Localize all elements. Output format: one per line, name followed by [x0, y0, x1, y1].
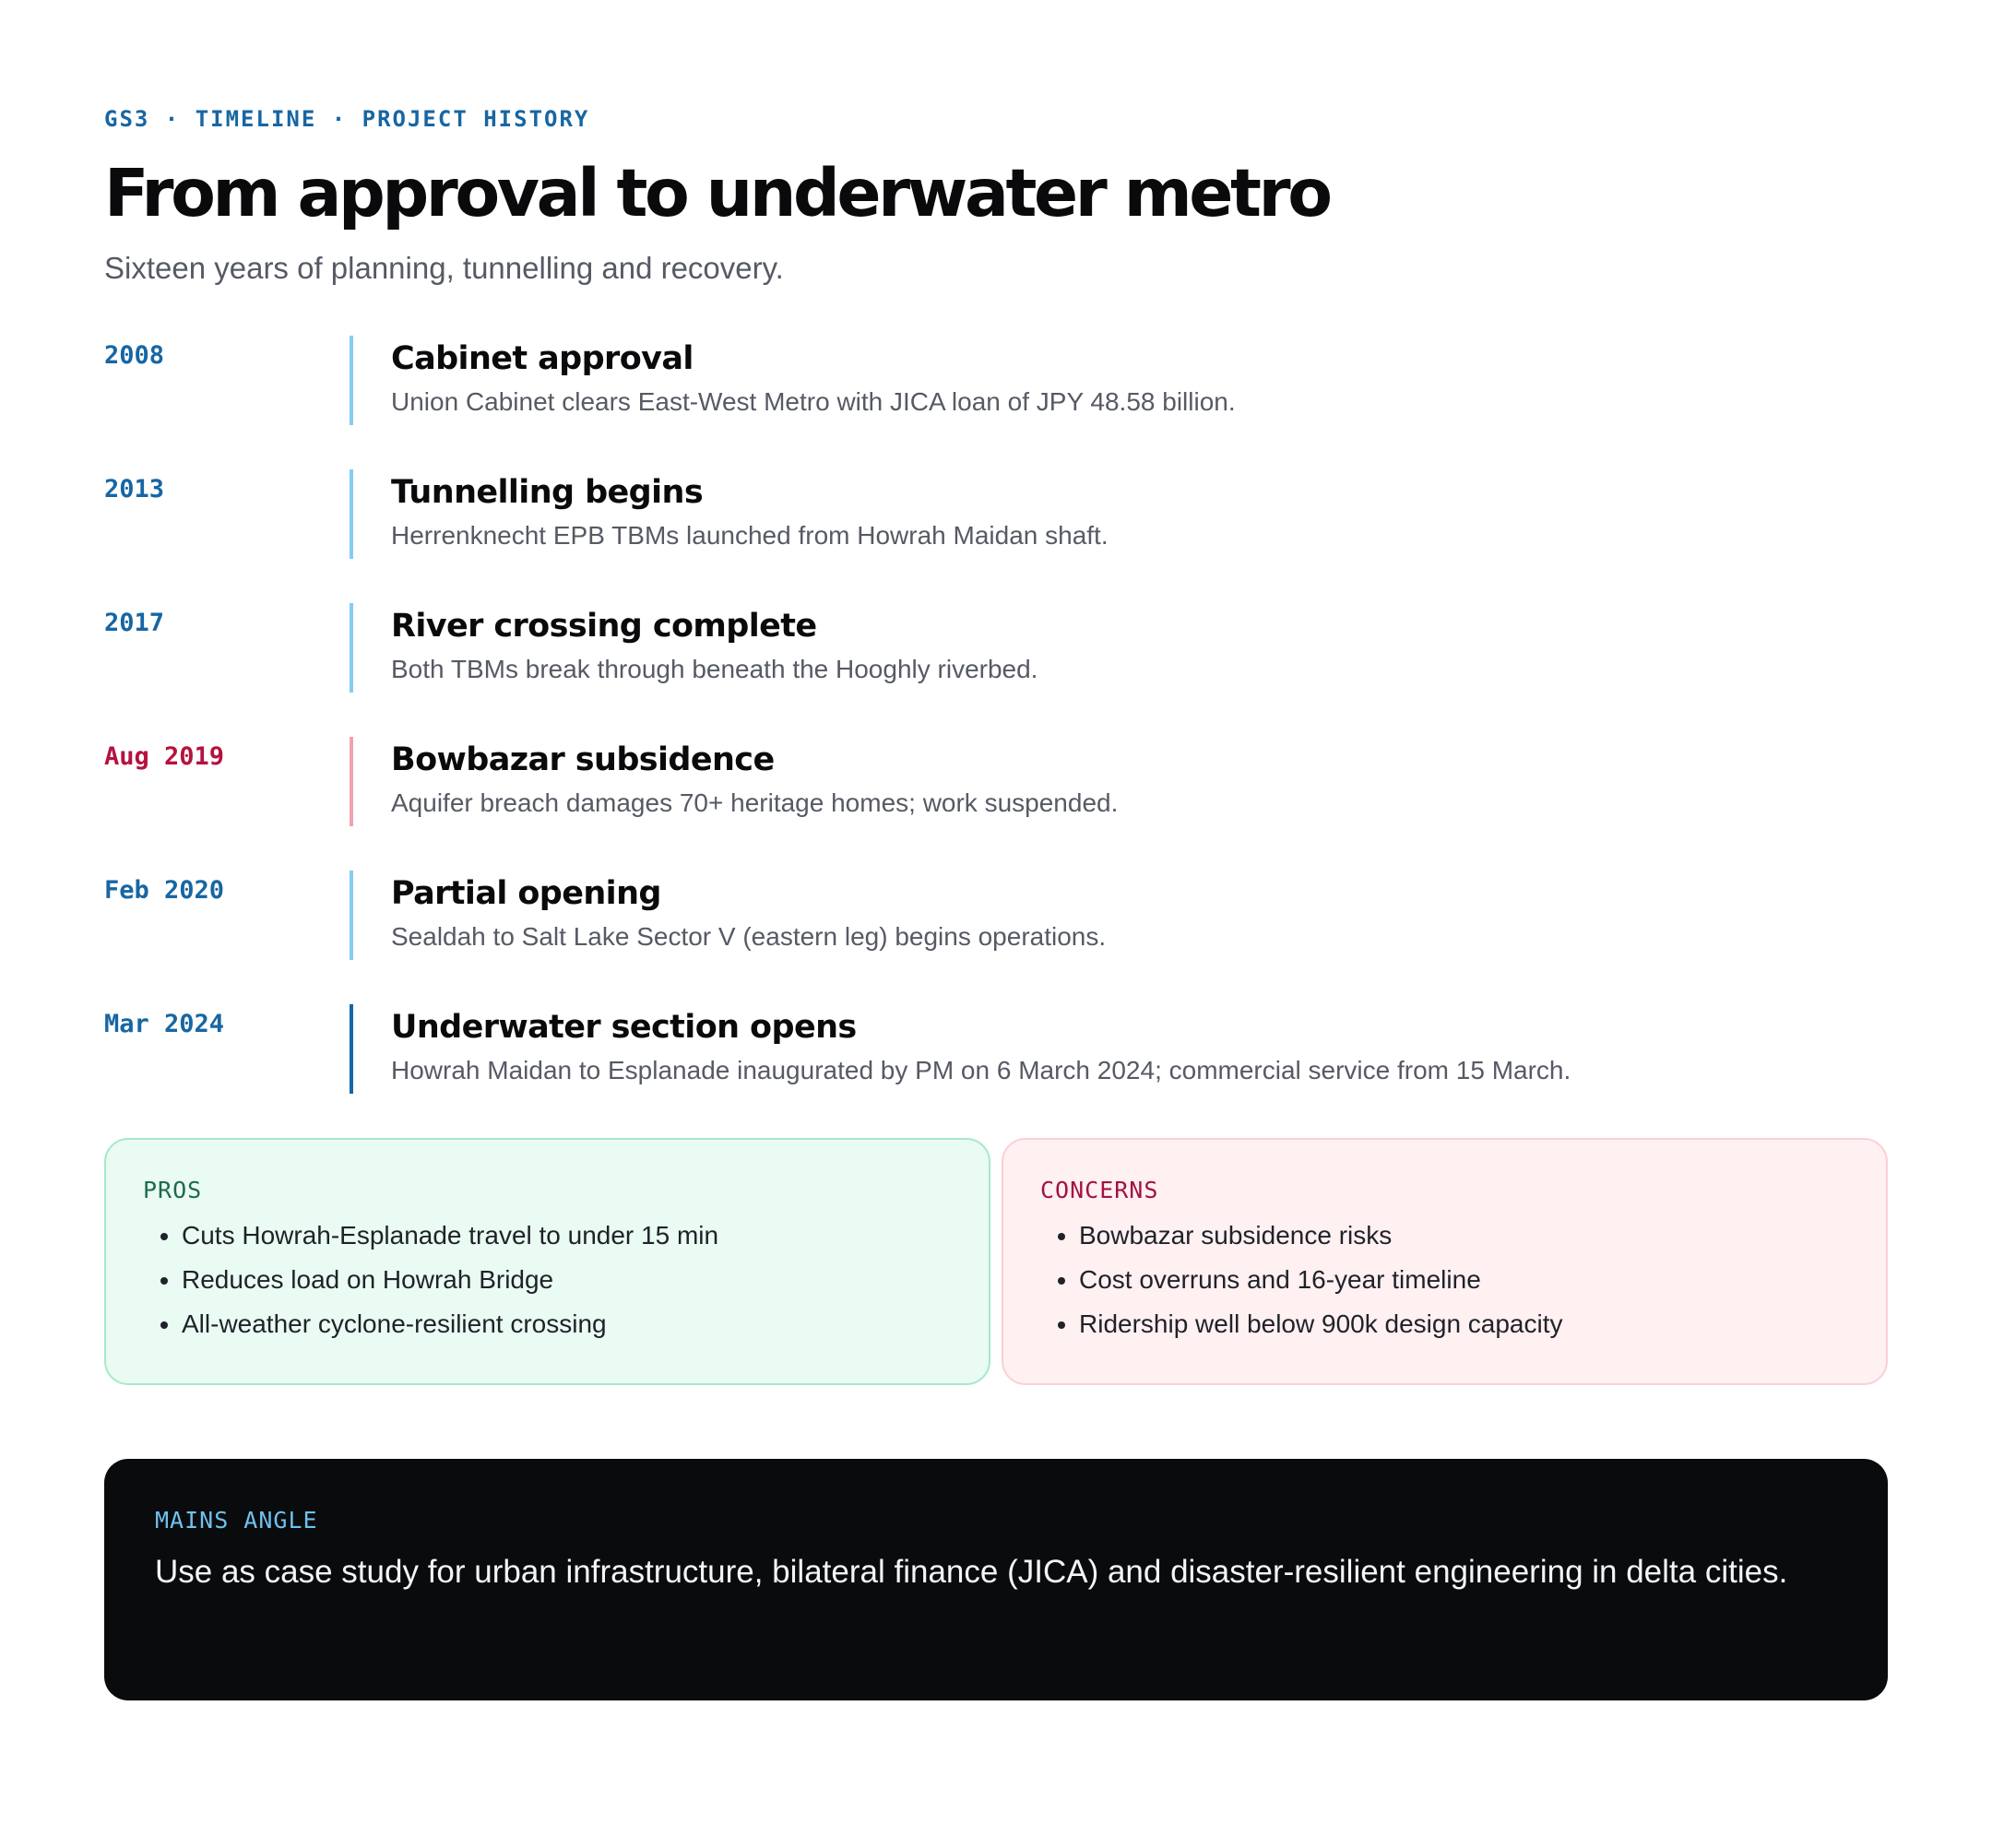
list-item: • Cuts Howrah-Esplanade travel to under 15 min: [182, 1219, 952, 1263]
event-date: Feb 2020: [104, 876, 225, 905]
pros-label: PROS: [143, 1177, 203, 1203]
event-title: Tunnelling begins: [391, 474, 704, 511]
event-body: [350, 469, 1109, 559]
event-date: 2013: [104, 475, 165, 503]
event-body: [350, 871, 1106, 960]
timeline: [104, 336, 1888, 1094]
event-description: Herrenknecht EPB TBMs launched from Howrah Maidan shaft.: [391, 521, 1109, 550]
event-date: 2008: [104, 341, 165, 370]
event-description: Sealdah to Salt Lake Sector V (eastern leg) begins operations.: [391, 922, 1107, 951]
event-title: River crossing complete: [391, 608, 817, 645]
list-item: • Reduces load on Howrah Bridge: [182, 1263, 952, 1308]
timeline-event: [104, 469, 1888, 559]
concerns-card: [1002, 1138, 1888, 1385]
concerns-list: [1040, 1219, 1849, 1352]
mains-angle-text: Use as case study for urban infrastructure, bilateral finance (JICA) and disaster-resilient engineering in delta cities.: [155, 1554, 1788, 1590]
page-title: From approval to underwater metro: [104, 155, 1330, 231]
pros-concerns-cards: [104, 1138, 1888, 1385]
timeline-event: [104, 336, 1888, 425]
pros-card: [104, 1138, 990, 1385]
event-body: [350, 1004, 1571, 1094]
list-item: • Cost overruns and 16-year timeline: [1079, 1263, 1849, 1308]
page-subtitle: Sixteen years of planning, tunnelling and recovery.: [104, 251, 784, 285]
timeline-event: [104, 871, 1888, 960]
event-body: [350, 336, 1236, 425]
event-body: [350, 603, 1038, 693]
event-date: 2017: [104, 609, 165, 637]
event-description: Both TBMs break through beneath the Hooghly riverbed.: [391, 655, 1038, 683]
list-item: • All-weather cyclone-resilient crossing: [182, 1308, 952, 1352]
event-description: Union Cabinet clears East-West Metro with JICA loan of JPY 48.58 billion.: [391, 387, 1236, 416]
event-title: Bowbazar subsidence: [391, 741, 775, 778]
list-item: • Bowbazar subsidence risks: [1079, 1219, 1849, 1263]
event-date: Aug 2019: [104, 742, 225, 771]
kicker-label: GS3 · TIMELINE · PROJECT HISTORY: [104, 106, 590, 132]
event-description: Howrah Maidan to Esplanade inaugurated by PM on 6 March 2024; commercial service from 15 March.: [391, 1056, 1571, 1084]
event-title: Cabinet approval: [391, 340, 694, 377]
list-item: • Ridership well below 900k design capacity: [1079, 1308, 1849, 1352]
event-description: Aquifer breach damages 70+ heritage homes; work suspended.: [391, 788, 1119, 817]
timeline-event-current: [104, 1004, 1888, 1094]
event-title: Underwater section opens: [391, 1009, 857, 1046]
timeline-event-alert: [104, 737, 1888, 826]
event-date: Mar 2024: [104, 1010, 225, 1038]
mains-angle-panel: [104, 1459, 1888, 1700]
pros-list: [143, 1219, 952, 1352]
mains-angle-label: MAINS ANGLE: [155, 1507, 318, 1534]
timeline-event: [104, 603, 1888, 693]
event-body: [350, 737, 1118, 826]
event-title: Partial opening: [391, 875, 661, 912]
concerns-label: CONCERNS: [1040, 1177, 1159, 1203]
